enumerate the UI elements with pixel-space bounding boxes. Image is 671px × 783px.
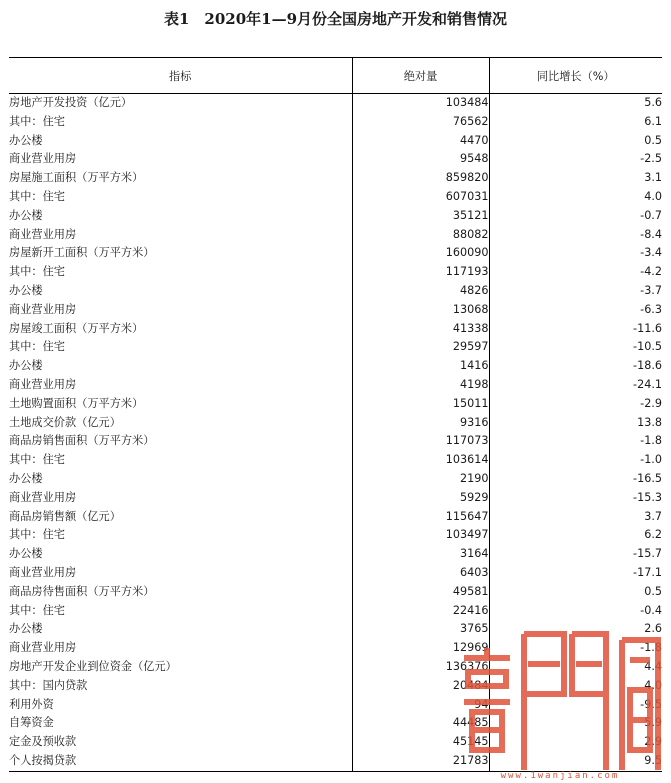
watermark-url: www.1wanjian.com (500, 771, 620, 780)
growth-value: -18.6 (489, 357, 662, 376)
header-absolute: 绝对量 (352, 58, 489, 94)
growth-value: -17.1 (489, 564, 662, 583)
table-row (9, 132, 662, 151)
indicator-label: 商业营业用房 (9, 152, 77, 166)
growth-value: 5.6 (489, 94, 662, 113)
growth-value: 4.0 (489, 188, 662, 207)
absolute-value: 41338 (352, 320, 489, 339)
indicator-label: 自筹资金 (9, 716, 54, 730)
indicator-label: 房地产开发投资（亿元） (9, 96, 133, 109)
growth-value: -2.9 (489, 395, 662, 414)
growth-value: -6.3 (489, 301, 662, 320)
indicator-label: 其中：住宅 (9, 603, 65, 617)
absolute-value: 76562 (352, 113, 489, 132)
indicator-label: 商业营业用房 (9, 377, 77, 391)
absolute-value: 22416 (352, 602, 489, 621)
indicator-label: 房屋新开工面积（万平方米） (9, 246, 155, 260)
table-row (9, 620, 662, 639)
table-row (9, 320, 662, 339)
growth-value: 4.0 (489, 677, 662, 696)
absolute-value: 12969 (352, 639, 489, 658)
absolute-value: 9548 (352, 150, 489, 169)
absolute-value: 6403 (352, 564, 489, 583)
indicator-label: 商业营业用房 (9, 490, 77, 504)
table-row (9, 282, 662, 301)
indicator-label: 办公楼 (9, 133, 43, 147)
indicator-label: 商业营业用房 (9, 641, 77, 655)
growth-value: -1.8 (489, 432, 662, 451)
table-row (9, 301, 662, 320)
table-row (9, 714, 662, 733)
growth-value: 2.6 (489, 620, 662, 639)
table-row (9, 545, 662, 564)
absolute-value: 4470 (352, 132, 489, 151)
table-row (9, 752, 662, 771)
table-row (9, 451, 662, 470)
table-row (9, 526, 662, 545)
table-row (9, 696, 662, 715)
indicator-label: 其中：住宅 (9, 189, 65, 203)
growth-value: 4.4 (489, 658, 662, 677)
table-title: 表1 2020年1—9月份全国房地产开发和销售情况 (163, 10, 508, 28)
indicator-label: 商业营业用房 (9, 302, 77, 316)
indicator-label: 土地成交价款（亿元） (9, 415, 121, 429)
table-row (9, 263, 662, 282)
table-row (9, 733, 662, 752)
growth-value: -1.0 (489, 451, 662, 470)
absolute-value: 29597 (352, 338, 489, 357)
absolute-value: 20484 (352, 677, 489, 696)
indicator-label: 个人按揭贷款 (9, 752, 352, 771)
absolute-value: 160090 (352, 244, 489, 263)
indicator-label: 其中：国内贷款 (9, 678, 88, 692)
indicator-label: 其中：住宅 (9, 114, 65, 128)
header-indicator: 指标 (9, 58, 352, 94)
absolute-value: 117073 (352, 432, 489, 451)
absolute-value: 4826 (352, 282, 489, 301)
growth-value: 3.7 (489, 508, 662, 527)
growth-value: -24.1 (489, 376, 662, 395)
growth-value: -0.4 (489, 602, 662, 621)
growth-value: -4.2 (489, 263, 662, 282)
absolute-value: 49581 (352, 583, 489, 602)
table-row (9, 658, 662, 677)
growth-value: -0.7 (489, 207, 662, 226)
indicator-label: 办公楼 (9, 283, 43, 297)
growth-value: -2.5 (489, 150, 662, 169)
table-row (9, 395, 662, 414)
indicator-label: 商品房销售额（亿元） (9, 509, 121, 523)
absolute-value: 103614 (352, 451, 489, 470)
table-row (9, 113, 662, 132)
absolute-value: 94 (352, 696, 489, 715)
growth-value: 9.5 (489, 752, 662, 771)
indicator-label: 商品房待售面积（万平方米） (9, 584, 155, 598)
absolute-value: 3765 (352, 620, 489, 639)
growth-value: -15.7 (489, 545, 662, 564)
absolute-value: 45145 (352, 733, 489, 752)
indicator-label: 其中：住宅 (9, 340, 65, 354)
absolute-value: 35121 (352, 207, 489, 226)
table-header-row (9, 58, 662, 94)
table-row (9, 489, 662, 508)
growth-value: -16.5 (489, 470, 662, 489)
absolute-value: 859820 (352, 169, 489, 188)
table-row (9, 188, 662, 207)
indicator-label: 利用外资 (9, 697, 54, 711)
growth-value: -11.6 (489, 320, 662, 339)
table-row (9, 432, 662, 451)
growth-value: 13.8 (489, 414, 662, 433)
growth-value: -8.4 (489, 226, 662, 245)
absolute-value: 136376 (352, 658, 489, 677)
indicator-label: 商业营业用房 (9, 227, 77, 241)
indicator-label: 房屋施工面积（万平方米） (9, 171, 144, 185)
absolute-value: 4198 (352, 376, 489, 395)
growth-value: -9.5 (489, 696, 662, 715)
table-row (9, 564, 662, 583)
indicator-label: 房屋竣工面积（万平方米） (9, 321, 144, 335)
indicator-label: 商品房销售面积（万平方米） (9, 434, 155, 448)
table-row (9, 207, 662, 226)
indicator-label: 其中：住宅 (9, 528, 65, 542)
indicator-label: 办公楼 (9, 622, 43, 636)
table-row (9, 414, 662, 433)
growth-value: 3.1 (489, 169, 662, 188)
growth-value: -1.8 (489, 639, 662, 658)
table-row (9, 583, 662, 602)
table-row (9, 94, 662, 113)
growth-value: 5.9 (489, 714, 662, 733)
absolute-value: 117193 (352, 263, 489, 282)
growth-value: 6.1 (489, 113, 662, 132)
absolute-value: 21783 (352, 752, 489, 771)
growth-value: 2.9 (489, 733, 662, 752)
growth-value: 6.2 (489, 526, 662, 545)
absolute-value: 3164 (352, 545, 489, 564)
table-row (9, 338, 662, 357)
absolute-value: 88082 (352, 226, 489, 245)
growth-value: -15.3 (489, 489, 662, 508)
absolute-value: 13068 (352, 301, 489, 320)
statistics-table (9, 57, 662, 772)
indicator-label: 定金及预收款 (9, 735, 77, 749)
indicator-label: 其中：住宅 (9, 453, 65, 467)
absolute-value: 2190 (352, 470, 489, 489)
table-row (9, 508, 662, 527)
indicator-label: 办公楼 (9, 547, 43, 561)
absolute-value: 115647 (352, 508, 489, 527)
table-row (9, 677, 662, 696)
header-growth: 同比增长（%） (489, 58, 662, 94)
table-body (9, 94, 662, 772)
absolute-value: 607031 (352, 188, 489, 207)
indicator-label: 办公楼 (9, 471, 43, 485)
indicator-label: 其中：住宅 (9, 265, 65, 279)
absolute-value: 1416 (352, 357, 489, 376)
table-row (9, 150, 662, 169)
table-row (9, 244, 662, 263)
growth-value: -3.7 (489, 282, 662, 301)
table-row (9, 602, 662, 621)
absolute-value: 103497 (352, 526, 489, 545)
growth-value: -3.4 (489, 244, 662, 263)
indicator-label: 房地产开发企业到位资金（亿元） (9, 659, 177, 673)
table-row (9, 169, 662, 188)
table-row (9, 226, 662, 245)
absolute-value: 5929 (352, 489, 489, 508)
indicator-label: 商业营业用房 (9, 565, 77, 579)
table-row (9, 470, 662, 489)
indicator-label: 办公楼 (9, 208, 43, 222)
table-row (9, 376, 662, 395)
indicator-label: 办公楼 (9, 359, 43, 373)
growth-value: 0.5 (489, 583, 662, 602)
absolute-value: 15011 (352, 395, 489, 414)
table-row (9, 639, 662, 658)
table-row (9, 357, 662, 376)
absolute-value: 44485 (352, 714, 489, 733)
growth-value: 0.5 (489, 132, 662, 151)
growth-value: -10.5 (489, 338, 662, 357)
indicator-label: 土地购置面积（万平方米） (9, 396, 144, 410)
absolute-value: 9316 (352, 414, 489, 433)
absolute-value: 103484 (352, 94, 489, 113)
